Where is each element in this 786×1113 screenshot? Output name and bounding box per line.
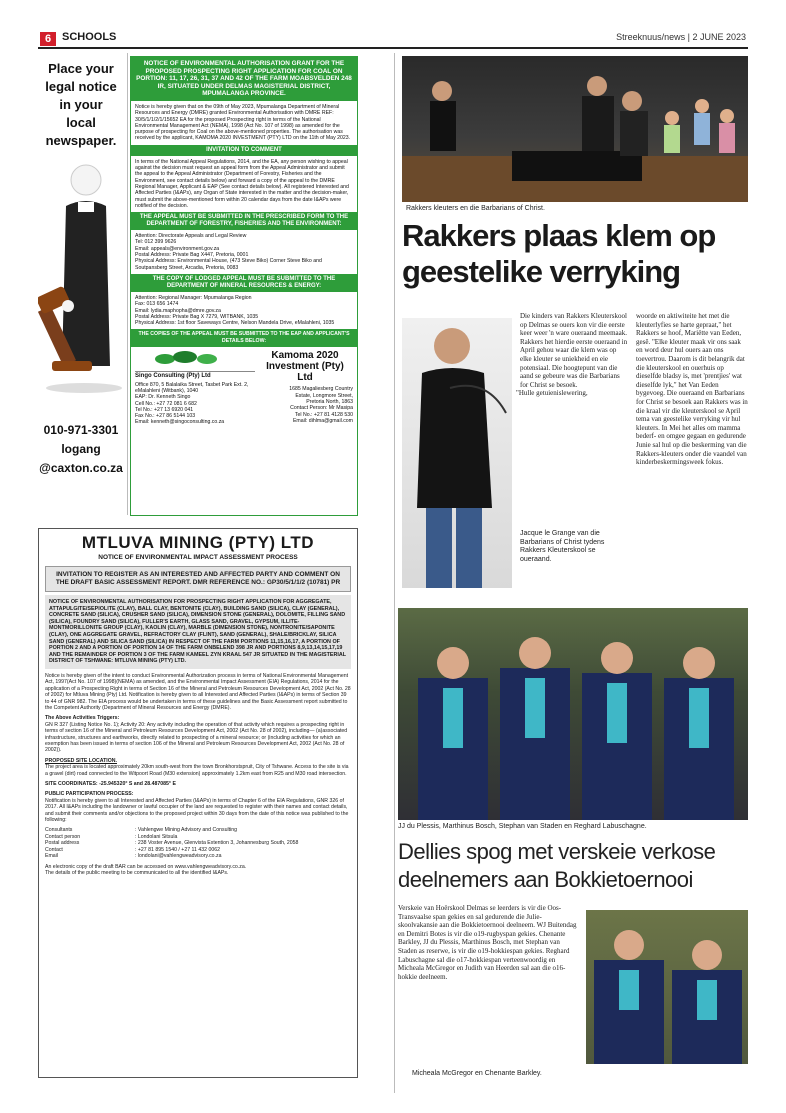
copies-title: THE COPIES OF THE APPEAL MUST BE SUBMITTED TO THE EAP AND APPLICANT'S DETAILS BELOW: [131, 329, 357, 347]
photo-scene [398, 608, 748, 820]
contact-line: Tel No.: +27 13 6920 041 [135, 406, 194, 413]
appeal-title: THE APPEAL MUST BE SUBMITTED IN THE PRESCRIBED FORM TO THE DEPARTMENT OF FORESTRY, FISHERIES AND THE ENVIRONMENT: [131, 212, 357, 230]
contact-value: : +27 81 895 1540 / +27 11 432 0062 [135, 846, 220, 853]
mtluva-title: MTLUVA MINING (PTY) LTD [81, 533, 315, 552]
triggers-text: GN R 327 (Listing Notice No. 1); Activity 20: Any activity including the operation of that activity which requires a prospecting right in terms of section 16 of the Mineral and Petroleum Resources Development Act, 2002 (Act No. 28 of 2002), including— (a)associated infrastructure, structures and earthworks, directly related to prospecting of a mineral resource; or (including activities for which an exemption has been issued in terms of section 106 of the Mineral and Petroleum Resources Development Act, 2002 (Act No. 28 of 2002)). [45, 721, 348, 754]
judge-figure-icon [38, 156, 124, 396]
environmental-notice [130, 56, 358, 516]
singo-contact [135, 382, 255, 426]
page-number: 6 [40, 32, 56, 46]
mtluva-footer1: An electronic copy of the draft BAR can be accessed on www.vahlengweadvisory.co.za. [45, 863, 247, 870]
mtluva-footer2: The details of the public meeting to be communicated to all the identified I&APs. [45, 869, 229, 876]
photo-jacque [402, 318, 512, 588]
story2-body: Verskeie van Hoërskool Delmas se leerders is vir die Oos-Transvaalse span gekies en sal gedurende die Julie-skoolvakansie aan die Bokkietoernooi deelneem. WJ Buitendag en Demitri Botes is vir die o19-rugbyspan gekies. Chenante Barkley, JJ du Plessis, Marthinus Bosch, met Stephan van Staden as reserwe, is vir die o19-hokkiespan gekies. Reghard Labuschagne sal die o17-hokkiespan verteenwoordig en Micheala McGregor en Judith van Heerden sal aan die o16-hokkie deelneem. [398, 904, 577, 981]
mtluva-body [45, 673, 351, 876]
promo-line: local [66, 115, 96, 130]
story1-column1 [516, 312, 628, 398]
contact-line: Email: lydia.maphopha@dmre.gov.za [135, 307, 221, 314]
copy-title: THE COPY OF LODGED APPEAL MUST BE SUBMITTED TO THE DEPARTMENT OF MINERAL RESOURCES & ENERGY: [131, 274, 357, 292]
photo-hockey-girls [586, 910, 748, 1064]
contact-line: Postal Address: Private Bag X 7279, WITBANK, 1035 [135, 313, 259, 320]
contact-value: : Londolani Sitsula [135, 833, 178, 840]
section-title: SCHOOLS [62, 31, 117, 43]
contact-key: Consultants [45, 827, 73, 834]
contact-line: Office 870, 5 Balalaika Street, Tasbet Park Ext. 2, [135, 381, 249, 388]
mtluva-contacts [45, 827, 351, 859]
photo3-caption: JJ du Plessis, Marthinus Bosch, Stephan van Staden en Reghard Labuschagne. [398, 823, 647, 830]
triggers-title: The Above Activities Triggers: [45, 715, 120, 722]
singo-block [135, 350, 255, 425]
contact-row [45, 853, 351, 859]
photo-hockey-boys [398, 608, 748, 820]
contact-line: Email: dihlma@gmail.com [292, 417, 353, 424]
invite-text: In terms of the National Appeal Regulations, 2014, and the EA, any person wishing to appeal against the decision must request an appeal form from the Appeal Administrator and submit the appeal to the Appeal Administrator (Department of Forestry, Fisheries and the Environment, see contact details below) and forward a copy of the appeal to the DMRE Regional Manager, Applicant & EAP (See contact details below). All registered Interested and Affected Parties (I&APs), any Organ of State interested in the matter and the decision-maker, must submit the above-mentioned form within 20 calendar days from the date I&APs were notified of the decision. [135, 158, 349, 209]
photo4-caption: Micheala McGregor en Chenante Barkley. [412, 1070, 542, 1077]
mtluva-notice [38, 528, 358, 1078]
notice-title: NOTICE OF ENVIRONMENTAL AUTHORISATION GRANT FOR THE PROPOSED PROSPECTING RIGHT APPLICATION FOR COAL ON PORTION: 11, 17, 26, 31, 37 AND 42 OF THE FARM MOABSVELDEN 248 IR, SITUATED UNDER DELMAS MAGISTERIAL DISTRICT, MPUMALANGA PROVINCE. [131, 57, 357, 101]
appeal-contact [131, 230, 357, 274]
photo-scene [402, 318, 512, 588]
contact-line: EAP: Dr. Kenneth Singo [135, 394, 191, 401]
story1-text-b: "Hulle getuienislewering, [516, 389, 588, 398]
contact-line: Pretoria North, 1863 [306, 398, 353, 405]
promo-line: legal notice [45, 79, 117, 94]
kamoma-block [257, 350, 353, 425]
legal-notice-promo [38, 60, 124, 478]
contact-key: Contact person [45, 833, 81, 840]
contact-line: Email: appeals@environment.gov.za [135, 245, 220, 252]
singo-name: Singo Consulting (Pty) Ltd [135, 371, 255, 379]
contact-line: Physical Address: Environmental House, (473 Steve Biko) Corner Steve Biko and Soutpansberg Street, Arcadia, Pretoria, 0083 [135, 258, 322, 271]
contact-key: Email [45, 853, 58, 860]
contact-line: Cell No.: +27 72 081 6 682 [135, 400, 197, 407]
contact-line: Fax: 013 656 1474 [135, 301, 179, 308]
leaf-logo-icon [135, 350, 245, 368]
kamoma-contact [257, 386, 353, 424]
invite-title: INVITATION TO COMMENT [131, 145, 357, 156]
story1-column2: woorde en aktiwiteite het met die kleuterlyfies se harte gepraat," het Rakkers se hoof, Mariëtte van Eeden, gesê. "Elke kleuter maak vir ons saak en word deur hul ouers aan ons toevertrou. Daarom is dit belangrik dat die kleuterskool en ouerhuis op dieselfde bladsy is, met 'prentjies' wat dieselfde lyk," het Van Eeden bygevoeg. Die oueraand en Barbarians for Christ se besoek aan Rakkers was in die kraal vir die kleuterskool se April tema van geestelike verryking vir hul kleuters. In Mei het alles om mamma bederf- en omgee gegaan en gedurende Junie sal hul op die beskerming van die Rakkers-kleuters onder die vaandel van kinderbeskermingsweek fokus. [636, 312, 748, 467]
photo-scene [586, 910, 748, 1064]
promo-line: in your [59, 97, 103, 112]
notice-intro: Notice is hereby given that on the 09th of May 2023, Mpumalanga Department of Mineral Resources and Energy (DMRE) granted Environmental Authorisation with DMRE REF: 30/5/1/1/2/1/15652 EA for the proposed Prospecting right in terms of the National Environmental Management Act (NEMA), 1998 (Act No. 107 of 1998) as amended for the purpose of prospecting for Coal on the above-mentioned properties. The authorisation was received by the applicant, KAMOMA 2020 INVESTMENT (PTY) LTD on the 11th of May 2023. [135, 103, 351, 142]
contact-value: : Vahlengwe Mining Advisory and Consulting [135, 827, 237, 834]
contact-line: Physical Address: 1st floor Saveways Centre, Nelson Mandela Drive, eMalahleni, 1035 [135, 320, 335, 327]
contact-line: Fax No.: +27 86 5144 103 [135, 413, 196, 420]
promo-email: @caxton.co.za [39, 461, 123, 475]
pub-title: PUBLIC PARTICIPATION PROCESS: [45, 791, 134, 798]
mtluva-p1: Notice is hereby given of the intent to conduct Environmental Authorization process in terms of National Environmental Management Act, 1997(Act No. 107 of 1998)(NEMA) as amended, and the Environmental Impact Assessment (EIA) Regulations, 2014 for the application of a Prospecting Right in terms of Section 16 of the Mineral and Petroleum Resources Development Act, 2002 (Act No. 28 of 2002) for Mtluva Mining (Pty) Ltd. Notification is hereby given to all Interested and Affected Parties (I&APs) in terms of Section 39 to 44 of GNR 982. The EIA process would be undertaken in terms of these guidelines and the Basic Assessment report submitted to the Competent Authority (Department of Mineral Resources and Energy (DMRE). [45, 672, 351, 711]
contact-key: Postal address [45, 840, 80, 847]
photo-caption: Rakkers kleuters en die Barbarians of Christ. [406, 205, 545, 212]
mtluva-subtitle: NOTICE OF ENVIRONMENTAL IMPACT ASSESSMENT PROCESS [98, 554, 298, 561]
photo2-caption: Jacque le Grange van die Barbarians of Christ tydens Rakkers Kleuterskool se oueraand. [520, 530, 605, 563]
kamoma-name: Kamoma 2020 Investment (Pty) Ltd [266, 350, 344, 384]
contact-line: eMalahleni (Witbank), 1040 [135, 387, 199, 394]
contact-line: Estate, Longmore Street, [295, 392, 353, 399]
contact-key: Contact [45, 846, 63, 853]
site-text: The project area is located approximately 20km south-west from the town Bronkhorstspruit, City of Tshwane. Access to the site is via a gravel (dirt) road connected to the Witpoort Road (M30 extension) approximately 1.2km east from R25 and M30 road intersection. [45, 764, 349, 777]
column-divider [394, 53, 395, 1093]
promo-line: Place your [48, 61, 114, 76]
header-rule [38, 47, 748, 49]
headline: Rakkers plaas klem op geestelike verryking [402, 218, 716, 289]
photo-scene [402, 56, 748, 202]
dmre-contact [131, 292, 357, 329]
contact-line: Email: kenneth@singoconsulting.co.za [135, 419, 225, 426]
mtluva-invite: INVITATION TO REGISTER AS AN INTERESTED AND AFFECTED PARTY AND COMMENT ON THE DRAFT BASIC ASSESSMENT REPORT. DMR REFERENCE NO.: GP30/5/1/1/2 (10781) PR [45, 566, 351, 592]
pub-text: Notification is hereby given to all Interested and Affected Parties (I&APs) in terms of Chapter 6 of the EIA Regulations, GNR 326 of 2017. All I&APs including the landowner or lawful occupier of the land are requested to register with their names and contact details, and submit their comments and/or objections to the proposed project within 30 days from the date of this notice was published to the following: [45, 797, 349, 824]
promo-text [38, 60, 124, 150]
column-divider [127, 53, 128, 515]
headline-2: Dellies spog met verskeie verkose deelnemers aan Bokkietoernooi [398, 839, 716, 892]
contact-line: Contact Person: Mr Masipa [290, 405, 353, 412]
contact-line: Attention: Directorate Appeals and Legal Review [135, 233, 247, 240]
contact-line: Postal Address: Private Bag X447, Pretoria, 0001 [135, 252, 249, 259]
site-coordinates: SITE COORDINATES: -25.945320° S and 28.487085° E [45, 781, 176, 788]
contact-line: Tel: 012 399 9626 [135, 239, 177, 246]
contact-line: 1685 Magaliesberg Country [289, 386, 353, 393]
promo-line: newspaper. [45, 133, 117, 148]
promo-logang: logang [61, 442, 101, 456]
contact-logos [131, 347, 357, 428]
contact-line: Tel No.: +27 81 4128 530 [294, 411, 353, 418]
contact-value: : 238 Voster Avenue, Glenvista Extention 3, Johannesburg South, 2058 [135, 840, 299, 847]
site-title: PROPOSED SITE LOCATION. [45, 757, 117, 764]
promo-phone: 010-971-3301 [43, 423, 119, 437]
mtluva-caps-notice: NOTICE OF ENVIRONMENTAL AUTHORISATION FOR PROSPECTING RIGHT APPLICATION FOR AGGREGATE, ATTAPULGITE/SEPIOLITE (CLAY), BALL CLAY, BENTONITE (CLAY), BUILDING SAND (SILICA), CLAY (GENERAL), CONCRETE SAND (SILICA), CRUSHER SAND (SILICA), DIMENSION STONE (GENERAL), DOLOMITE, FILLING SAND (SILICA), FOUNDRY SAND (SILICA), FULLER'S EARTH, GLASS SAND, GRAVEL, GYPSUM, ILLITE-MONTMORILLONITE GROUP (CLAY), KAOLIN (CLAY), MARBLE (DIMENSION STONE), NONTRONITE/SAPONITE (CLAY), ONE AGGREGATE GRAVEL, REFRACTORY CLAY (FLINT), SAND (GENERAL), SHALE/BRICKLAY, SILICA SAND (GENERAL) AND SILICA SAND (SILICA) IN RESPECT OF THE FARM PORTIONS 11,15,16,17, A PORTION OF PORTION 2 AND A PORTION OF PORTION 14 OF THE FARM ONBELEND 398 JR AND PORTIONS 8,9,13,14,15,17,19 AND THE REMAINDER OF PORTION 3 OF THE FARM KAMEEL ZYN KRAAL 547 JR SITUATED IN THE MAGISTERIAL DISTRICT OF TSHWANE: MTLUVA MINING (PTY) LTD. [45, 595, 351, 669]
contact-line: Attention: Regional Manager: Mpumalanga Region [135, 294, 252, 301]
contact-value: : londolani@vahlengweadvisory.co.za [135, 853, 222, 860]
issue-date: Streeknuus/news | 2 JUNE 2023 [616, 32, 746, 42]
photo-barbarians [402, 56, 748, 202]
story1-text: Die kinders van Rakkers Kleuterskool op Delmas se ouers kon vir die eerste keer weer 'n ware oueraand meemaak. Rakkers het hierdie eerste oueraand in April gehou waar die klem was op elke kleuter se uniekheid en eie potensiaal. Die hoogtepunt van die aand se gebeure was die Barbarians for Christ se besoek. [520, 312, 628, 389]
